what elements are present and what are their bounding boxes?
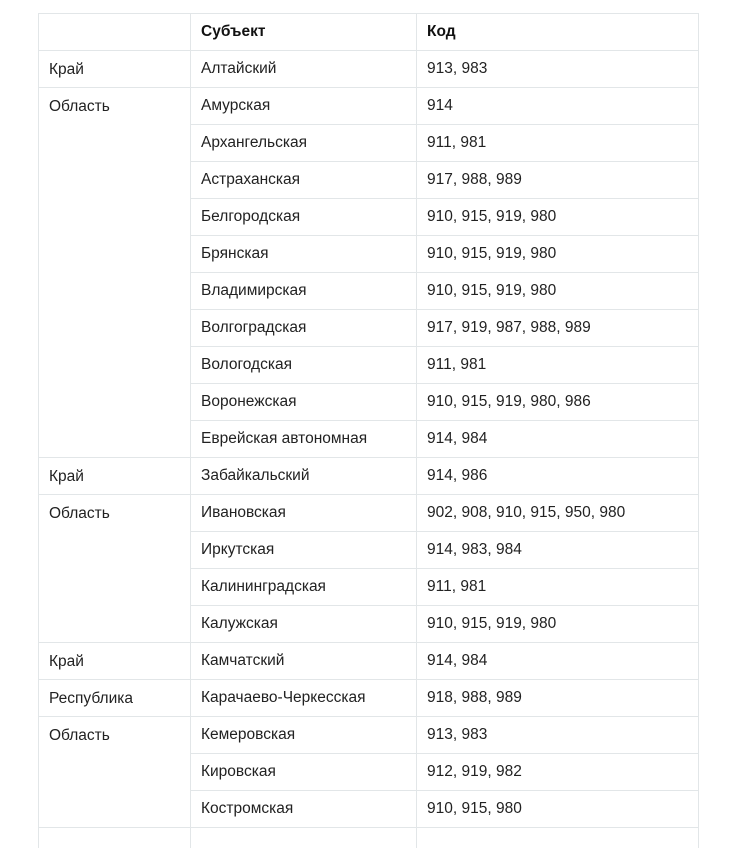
codes-cell: 911, 981: [417, 125, 699, 162]
subject-cell: Кемеровская: [191, 717, 417, 754]
codes-cell: 914, 984: [417, 421, 699, 458]
codes-cell: 910, 915, 919, 980: [417, 273, 699, 310]
table-row: [39, 643, 699, 680]
subject-cell: Костромская: [191, 791, 417, 828]
subject-cell: Брянская: [191, 236, 417, 273]
region-codes-table: [38, 13, 699, 848]
subject-cell: Карачаево-Черкесская: [191, 680, 417, 717]
subject-cell: Белгородская: [191, 199, 417, 236]
region-type-cell: Край: [39, 51, 191, 88]
codes-cell: 914, 983, 984: [417, 532, 699, 569]
subject-cell: Астраханская: [191, 162, 417, 199]
codes-cell: 910, 915, 919, 980: [417, 606, 699, 643]
codes-cell: 914, 984: [417, 643, 699, 680]
codes-cell: 911, 981: [417, 569, 699, 606]
table-row: [39, 717, 699, 754]
codes-cell: 917, 919, 987, 988, 989: [417, 310, 699, 347]
empty-cell: [191, 828, 417, 848]
subject-cell: Калужская: [191, 606, 417, 643]
region-type-cell: Край: [39, 458, 191, 495]
header-type: [39, 14, 191, 51]
table-row: [39, 495, 699, 532]
table-row: [39, 458, 699, 495]
codes-cell: 910, 915, 919, 980: [417, 236, 699, 273]
subject-cell: Забайкальский: [191, 458, 417, 495]
codes-cell: 910, 915, 980: [417, 791, 699, 828]
subject-cell: Камчатский: [191, 643, 417, 680]
codes-cell: 912, 919, 982: [417, 754, 699, 791]
empty-cell: [39, 828, 191, 848]
region-type-cell: Область: [39, 88, 191, 458]
empty-cell: [417, 828, 699, 848]
subject-cell: Владимирская: [191, 273, 417, 310]
table-row: [39, 51, 699, 88]
region-type-cell: Республика: [39, 680, 191, 717]
table-row-partial: [39, 828, 699, 848]
subject-cell: Еврейская автономная: [191, 421, 417, 458]
header-code: Код: [417, 14, 699, 51]
codes-cell: 910, 915, 919, 980: [417, 199, 699, 236]
codes-cell: 911, 981: [417, 347, 699, 384]
codes-cell: 914: [417, 88, 699, 125]
codes-cell: 914, 986: [417, 458, 699, 495]
table-row: [39, 680, 699, 717]
codes-cell: 913, 983: [417, 51, 699, 88]
codes-cell: 913, 983: [417, 717, 699, 754]
table-row: [39, 88, 699, 125]
header-subject: Субъект: [191, 14, 417, 51]
subject-cell: Волгоградская: [191, 310, 417, 347]
region-type-cell: Область: [39, 717, 191, 828]
subject-cell: Иркутская: [191, 532, 417, 569]
subject-cell: Калининградская: [191, 569, 417, 606]
codes-cell: 902, 908, 910, 915, 950, 980: [417, 495, 699, 532]
table-body: [39, 51, 699, 848]
subject-cell: Ивановская: [191, 495, 417, 532]
table-header-row: [39, 14, 699, 51]
subject-cell: Архангельская: [191, 125, 417, 162]
subject-cell: Кировская: [191, 754, 417, 791]
subject-cell: Алтайский: [191, 51, 417, 88]
subject-cell: Воронежская: [191, 384, 417, 421]
codes-cell: 918, 988, 989: [417, 680, 699, 717]
region-type-cell: Область: [39, 495, 191, 643]
subject-cell: Вологодская: [191, 347, 417, 384]
region-type-cell: Край: [39, 643, 191, 680]
codes-cell: 910, 915, 919, 980, 986: [417, 384, 699, 421]
codes-cell: 917, 988, 989: [417, 162, 699, 199]
subject-cell: Амурская: [191, 88, 417, 125]
